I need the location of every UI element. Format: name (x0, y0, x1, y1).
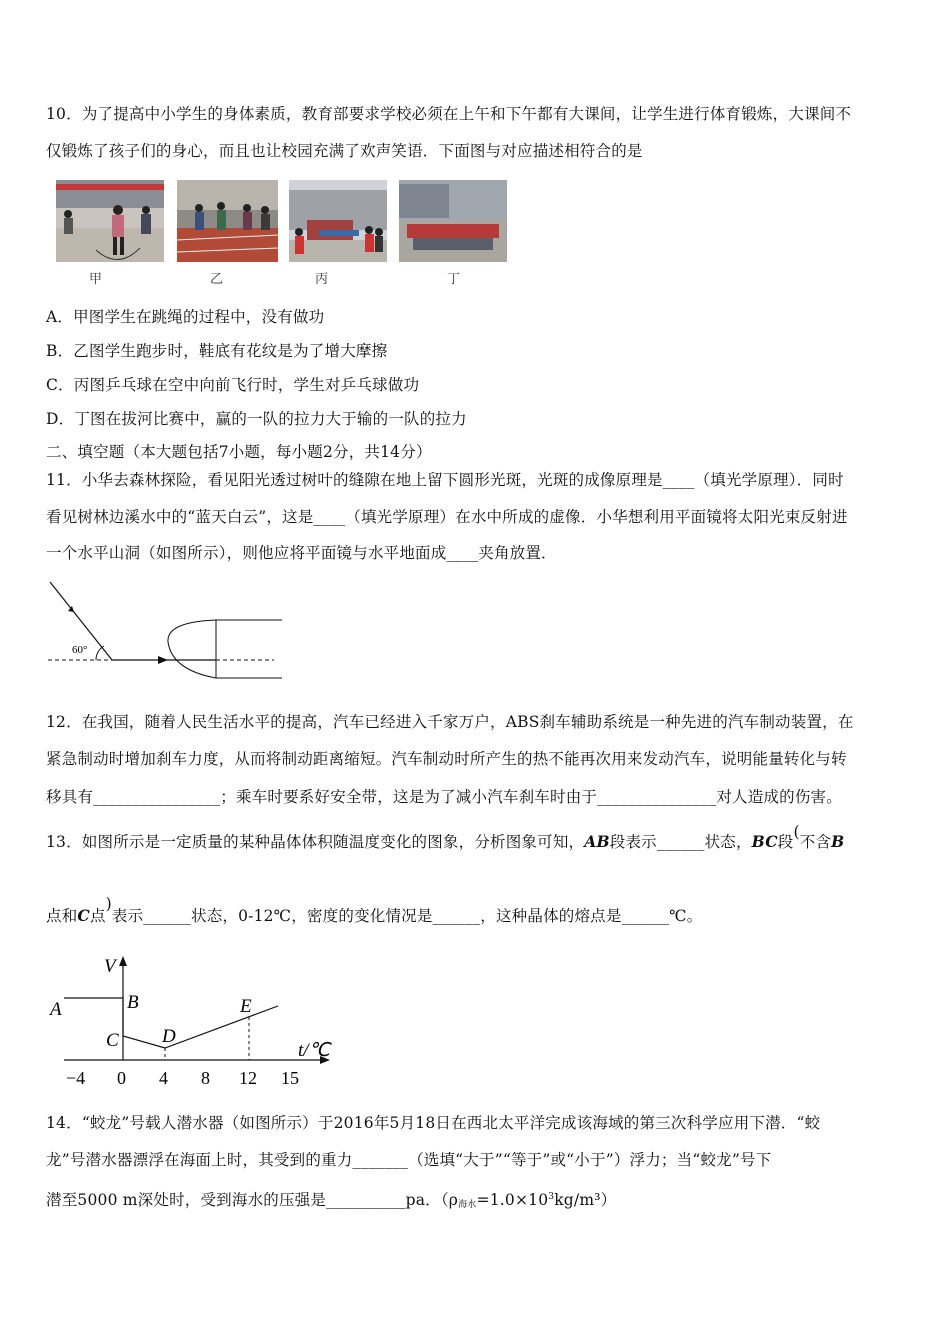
q10-option-a: A．甲图学生在跳绳的过程中，没有做功 (46, 308, 325, 326)
q11-mirror-diagram (44, 578, 284, 684)
q11-line2: 看见树林边溪水中的“蓝天白云”，这是____（填光学原理）在水中所成的虚像．小华想利用平面镜将太阳光束反射进 (46, 508, 848, 526)
q13-text-c: 段表示______状态， (609, 833, 752, 851)
x-axis-label: t/℃ (298, 1040, 330, 1061)
q13-open-paren: ( (793, 823, 800, 841)
tick-label: 0 (117, 1068, 126, 1088)
q13-text-l2a: 点和 (46, 907, 78, 925)
q13-ab: AB (584, 832, 610, 851)
q10-line2: 仅锻炼了孩子们的身心，而且也让校园充满了欢声笑语．下面图与对应描述相符合的是 (46, 142, 643, 160)
point-label-d: D (162, 1026, 176, 1047)
section-heading: 二、填空题（本大题包括7小题，每小题2分，共14分） (46, 443, 432, 461)
q13-text-a: 13．如图所示是一定质量的某种晶体体积随温度变化的图象，分析图象可知， (46, 833, 585, 851)
q13-b: B (831, 832, 845, 851)
q14-sub: 海水 (458, 1200, 477, 1210)
y-axis-arrow (119, 956, 127, 966)
q13-text-l2d: 表示______状态，0-12℃，密度的变化情况是______，这种晶体的熔点是______℃。 (111, 907, 703, 925)
q13-text-l2c: 点 (89, 907, 106, 925)
q10-option-b: B．乙图学生跑步时，鞋底有花纹是为了增大摩擦 (46, 342, 388, 360)
q14-line3 (46, 1187, 616, 1215)
photo-caption-jia: 甲 (89, 272, 103, 287)
tick-label: 4 (159, 1068, 168, 1088)
q12-line2: 紧急制动时增加刹车力度，从而将制动距离缩短。汽车制动时所产生的热不能再次用来发动汽车，说明能量转化与转 (46, 750, 847, 768)
photo-bing (289, 180, 387, 262)
q10-option-d: D．丁图在拔河比赛中，赢的一队的拉力大于输的一队的拉力 (46, 410, 467, 428)
q13-text-f: 不含 (799, 833, 832, 851)
q14-text-a: 潜至5000 m深处时，受到海水的压强是__________pa．（ρ (46, 1191, 459, 1209)
incident-arrowhead (68, 606, 74, 612)
q14-line2: 龙”号潜水器漂浮在海面上时，其受到的重力_______（选填“大于”“等于”或“小于”）浮力；当“蛟龙”号下 (46, 1151, 772, 1169)
tick-label: 15 (281, 1068, 299, 1088)
photo-caption-bing: 丙 (315, 272, 329, 287)
reflected-arrowhead (158, 656, 168, 664)
q13-bc: BC (751, 832, 778, 851)
q13-close-paren: ) (105, 895, 112, 913)
point-label-b: B (127, 992, 139, 1013)
tick-label: 12 (239, 1068, 257, 1088)
q14-text-b: =1.0×10 (476, 1191, 549, 1209)
photo-jia (56, 180, 164, 262)
tick-label: 8 (201, 1068, 210, 1088)
q10-line1: 10．为了提高中小学生的身体素质，教育部要求学校必须在上午和下午都有大课间，让学生进行体育锻炼，大课间不 (46, 105, 852, 123)
q13-c: C (77, 906, 90, 925)
tick-label: −4 (66, 1068, 86, 1088)
q12-line1: 12．在我国，随着人民生活水平的提高，汽车已经进入千家万户，ABS刹车辅助系统是一种先进的汽车制动装置，在 (46, 713, 854, 731)
q14-sup: 3 (548, 1192, 555, 1202)
angle-label: 60° (72, 644, 88, 656)
point-label-a: A (50, 999, 62, 1020)
q13-line1 (46, 823, 845, 852)
q10-option-c: C．丙图乒乓球在空中向前飞行时，学生对乒乓球做功 (46, 376, 420, 394)
photo-caption-ding: 丁 (447, 272, 461, 287)
q13-volume-temperature-graph (44, 952, 344, 1090)
photo-yi (177, 180, 278, 262)
q13-line2 (46, 895, 703, 926)
y-axis-label: V (104, 956, 116, 977)
point-label-e: E (240, 996, 252, 1017)
photo-ding (399, 180, 507, 262)
point-label-c: C (106, 1030, 119, 1051)
q14-text-c: kg/m³） (554, 1191, 617, 1209)
q14-line1: 14．“蛟龙”号载人潜水器（如图所示）于2016年5月18日在西北太平洋完成该海域的第三次科学应用下潜．“蛟 (46, 1114, 821, 1132)
q13-text-e: 段 (777, 833, 794, 851)
q12-line3: 移具有________________；乘车时要系好安全带，这是为了减小汽车刹车时由于_______________对人造成的伤害。 (46, 788, 842, 806)
q11-line3: 一个水平山洞（如图所示），则他应将平面镜与水平地面成____夹角放置． (46, 544, 557, 562)
photo-caption-yi: 乙 (210, 272, 224, 287)
q11-line1: 11．小华去森林探险，看见阳光透过树叶的缝隙在地上留下圆形光斑，光斑的成像原理是____（填光学原理）．同时 (46, 471, 844, 489)
